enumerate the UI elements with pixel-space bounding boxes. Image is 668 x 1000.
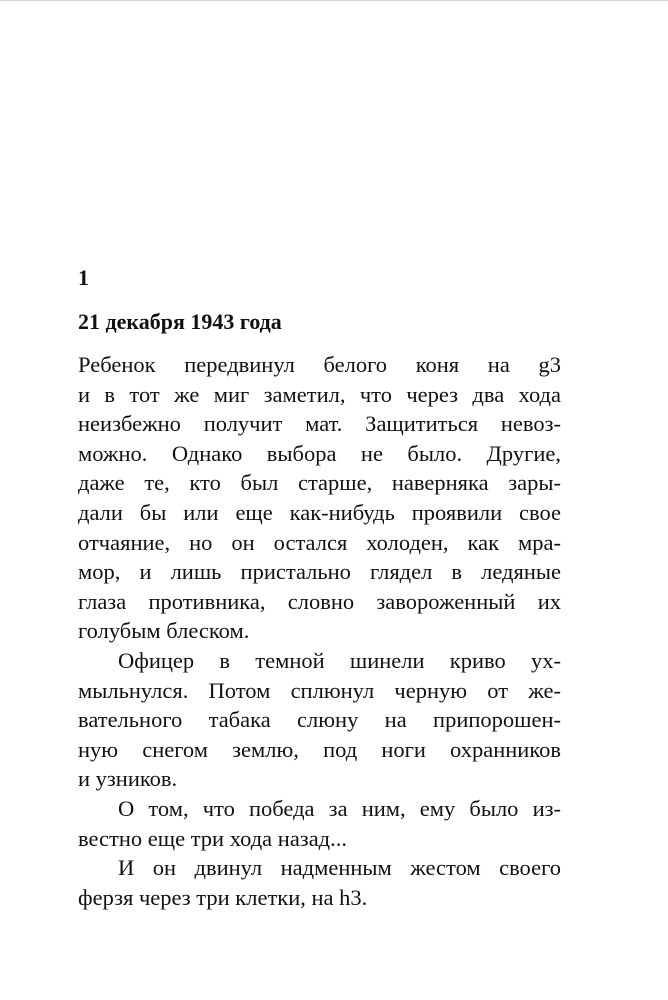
text-line: и узников.	[78, 766, 178, 792]
text-line: Офицер в темной шинели криво ух-	[118, 647, 561, 673]
text-line: И он двинул надменным жестом своего	[118, 855, 561, 881]
paragraph-4	[78, 853, 561, 912]
paragraph-1	[78, 350, 561, 646]
body-text	[78, 350, 561, 912]
text-line: Ребенок передвинул белого коня на g3	[78, 352, 561, 377]
text-line: голубым блеском.	[78, 618, 250, 644]
text-line: вестно еще три хода назад...	[78, 825, 348, 851]
text-line: можно. Однако выбора не было. Другие,	[78, 440, 561, 466]
text-line: даже те, кто был старше, наверняка зары-	[78, 470, 561, 496]
text-line: и в тот же миг заметил, что через два хода	[78, 381, 561, 407]
text-line: отчаяние, но он остался холоден, как мра-	[78, 529, 561, 555]
text-line: О том, что победа за ним, ему было из-	[118, 795, 561, 821]
text-line: ную снегом землю, под ноги охранников	[78, 736, 561, 762]
text-line: мор, и лишь пристально глядел в ледяные	[78, 559, 561, 585]
text-line: неизбежно получит мат. Защититься невоз-	[78, 411, 561, 437]
paragraph-2	[78, 646, 561, 794]
text-line: глаза противника, словно завороженный их	[78, 588, 561, 614]
text-line: дали бы или еще как-нибудь проявили свое	[78, 499, 561, 525]
paragraph-3	[78, 794, 561, 853]
text-line: ферзя через три клетки, на h3.	[78, 884, 368, 910]
chapter-number: 1	[78, 265, 89, 290]
text-line: вательного табака слюну на припорошен-	[78, 707, 561, 733]
text-line: мыльнулся. Потом сплюнул черную от же-	[78, 677, 561, 703]
chapter-date: 21 декабря 1943 года	[78, 309, 282, 334]
